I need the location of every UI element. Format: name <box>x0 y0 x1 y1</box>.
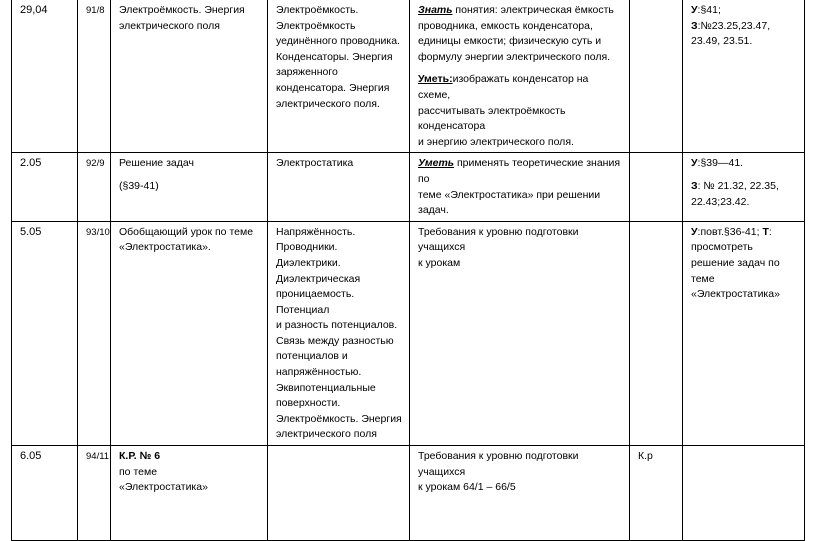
content-line: заряженного <box>276 66 338 79</box>
homework-line: З: № 21.32, 22.35, <box>691 179 779 192</box>
content-line: Конденсаторы. Энергия <box>276 50 393 63</box>
can-line <box>418 72 623 103</box>
homework-line: теме <box>691 272 715 285</box>
topic-cell <box>111 221 268 445</box>
topic-cell <box>111 446 268 541</box>
homework-line: У:§39—41. <box>691 157 744 170</box>
homework-line: У:§41; <box>691 4 721 16</box>
content-line: Электростатика <box>276 157 354 170</box>
topic-cell <box>111 0 268 153</box>
date-text: 2.05 <box>20 157 42 170</box>
lesson-plan-table <box>11 0 805 541</box>
content-line: электрического поля. <box>276 97 380 110</box>
topic-cell <box>111 153 268 221</box>
content-cell <box>268 446 410 541</box>
table-row <box>12 0 805 153</box>
content-line: потенциалов и <box>276 350 348 363</box>
know-line: проводника, емкость конденсатора, <box>418 19 593 32</box>
date-text: 6.05 <box>20 450 42 463</box>
content-cell <box>268 0 410 153</box>
can-text: изображать конденсатор на схеме, <box>418 73 589 101</box>
know-label: Знать <box>418 4 453 16</box>
control-cell <box>630 0 683 153</box>
control-cell <box>630 153 683 221</box>
date-cell <box>12 221 78 445</box>
topic-line: (§39-41) <box>119 179 159 192</box>
requirements-line: Требования к уровню подготовки учащихся <box>418 450 579 478</box>
content-line: и разность потенциалов. <box>276 319 398 332</box>
can-label: Уметь: <box>418 73 453 86</box>
topic-line: Электроёмкость. Энергия <box>119 4 245 16</box>
content-line: поверхности. <box>276 397 341 410</box>
lesson-number-cell <box>78 446 111 541</box>
control-text: К.р <box>638 450 653 463</box>
lesson-number-cell <box>78 0 111 153</box>
requirements-cell <box>410 0 630 153</box>
requirements-cell <box>410 221 630 445</box>
homework-cell <box>683 0 805 153</box>
requirements-line: к урокам <box>418 256 461 269</box>
topic-line: «Электростатика» <box>119 481 208 494</box>
homework-line: 22.43;23.42. <box>691 195 750 208</box>
date-text: 29,04 <box>20 4 48 16</box>
homework-line: У:повт.§36-41; Т: <box>691 225 772 238</box>
content-line: Электроёмкость. Энергия <box>276 412 402 425</box>
requirements-cell <box>410 446 630 541</box>
content-cell <box>268 153 410 221</box>
lesson-number-text: 91/8 <box>86 5 105 16</box>
know-line: единицы емкости; физическую суть и <box>418 35 602 48</box>
content-line: Связь между разностью <box>276 334 394 347</box>
topic-line: «Электростатика». <box>119 241 211 254</box>
content-line: Электроёмкость. <box>276 4 359 16</box>
content-line: Эквипотенциальные <box>276 381 376 394</box>
content-line: Диэлектрическая <box>276 272 361 285</box>
control-cell <box>630 446 683 541</box>
lesson-number-cell <box>78 153 111 221</box>
lesson-number-text: 92/9 <box>86 158 105 170</box>
know-line: формулу энергии электрического поля. <box>418 50 611 63</box>
content-line: напряжённостью. <box>276 366 362 379</box>
topic-line: К.Р. № 6 по теме <box>119 450 161 478</box>
content-line: Электроёмкость <box>276 19 356 32</box>
homework-line: З:№23.25,23.47, <box>691 19 771 32</box>
content-line: конденсатора. Энергия <box>276 81 390 94</box>
know-text: понятия: электрическая ёмкость <box>452 4 614 16</box>
date-cell <box>12 153 78 221</box>
requirements-cell <box>410 153 630 221</box>
can-line <box>418 156 623 187</box>
content-line: проницаемость. Потенциал <box>276 288 355 316</box>
can-label: Уметь <box>418 157 455 170</box>
can-text: применять теоретические знания по <box>418 157 621 185</box>
content-line: электрического поля <box>276 428 377 441</box>
homework-cell <box>683 221 805 445</box>
content-line: Проводники. Диэлектрики. <box>276 241 341 269</box>
homework-line: 23.49, 23.51. <box>691 35 753 48</box>
date-text: 5.05 <box>20 225 42 238</box>
homework-cell <box>683 446 805 541</box>
can-line: теме «Электростатика» при решении задач. <box>418 188 601 217</box>
content-line: уединённого проводника. <box>276 35 400 48</box>
lesson-number-text: 94/11 <box>86 451 110 463</box>
table-row <box>12 446 805 541</box>
table-row <box>12 221 805 445</box>
table-row <box>12 153 805 221</box>
homework-line: «Электростатика» <box>691 288 780 301</box>
lesson-number-text: 93/10 <box>86 226 110 238</box>
content-line: Напряжённость. <box>276 225 356 238</box>
can-line: и энергию электрического поля. <box>418 135 574 148</box>
topic-line: электрического поля <box>119 19 220 32</box>
homework-line: решение задач по <box>691 256 780 269</box>
know-line <box>418 3 623 19</box>
test-label: К.Р. № 6 <box>119 450 161 463</box>
lesson-number-cell <box>78 221 111 445</box>
content-cell <box>268 221 410 445</box>
requirements-line: к урокам 64/1 – 66/5 <box>418 481 516 494</box>
control-cell <box>630 221 683 445</box>
topic-line: Обобщающий урок по теме <box>119 225 254 238</box>
topic-line: Решение задач <box>119 157 194 170</box>
requirements-line: Требования к уровню подготовки учащихся <box>418 225 579 254</box>
homework-line: просмотреть <box>691 241 753 254</box>
date-cell <box>12 446 78 541</box>
can-line: рассчитывать электроёмкость конденсатора <box>418 104 566 133</box>
date-cell <box>12 0 78 153</box>
homework-cell <box>683 153 805 221</box>
